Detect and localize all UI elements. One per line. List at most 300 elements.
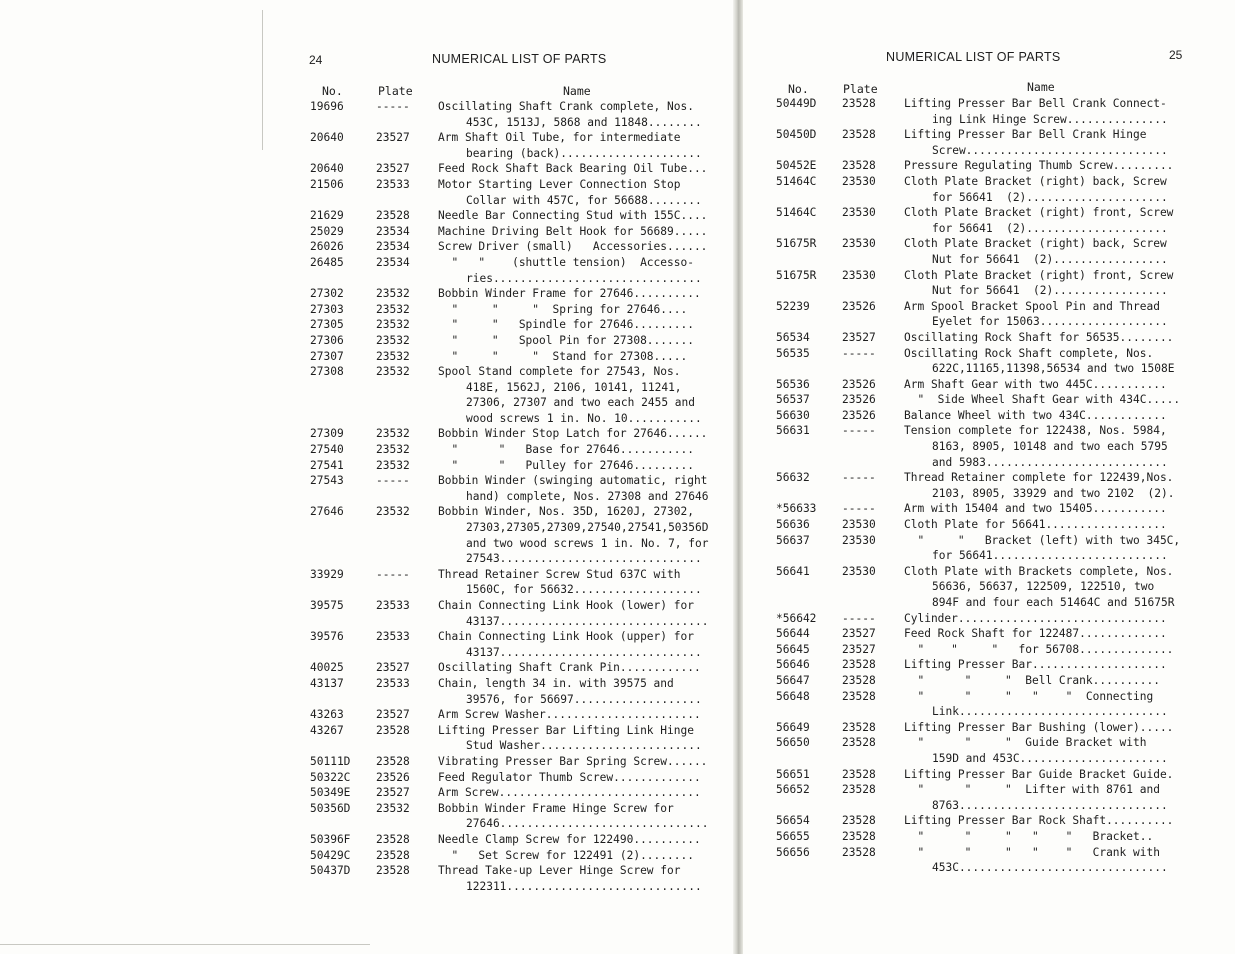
part-name: 56636, 56637, 122509, 122510, two bbox=[932, 580, 1155, 594]
part-row bbox=[310, 255, 748, 271]
part-row bbox=[310, 707, 748, 723]
part-number: 50449D bbox=[776, 97, 817, 110]
plate-number bbox=[842, 486, 904, 502]
plate-number: 23527 bbox=[376, 708, 410, 722]
part-name: Link............................... bbox=[932, 705, 1168, 719]
part-number bbox=[310, 692, 376, 708]
plate-number: 23533 bbox=[376, 177, 410, 191]
page-heading: NUMERICAL LIST OF PARTS bbox=[432, 52, 607, 66]
part-number: 56534 bbox=[776, 330, 810, 344]
plate-number: 23530 bbox=[842, 533, 876, 547]
part-number: 25029 bbox=[310, 224, 344, 238]
plate-number bbox=[376, 489, 438, 505]
part-row-continuation bbox=[310, 645, 748, 661]
part-name: " " Bracket (left) with two 345C, bbox=[904, 533, 1181, 547]
part-name: 8163, 8905, 10148 and two each 5795 bbox=[932, 440, 1168, 454]
part-name: Nut for 56641 (2)................. bbox=[932, 284, 1168, 298]
part-row bbox=[776, 96, 1222, 112]
plate-number bbox=[842, 361, 904, 377]
part-number: 21629 bbox=[310, 209, 344, 223]
part-number: 51675R bbox=[776, 268, 817, 282]
plate-number: 23528 bbox=[842, 720, 876, 734]
part-row bbox=[776, 377, 1222, 393]
plate-number: 23532 bbox=[376, 333, 410, 347]
part-row bbox=[310, 848, 748, 864]
part-number bbox=[776, 548, 842, 564]
part-name: Cloth Plate with Brackets complete, Nos. bbox=[904, 564, 1174, 578]
plate-number bbox=[842, 112, 904, 128]
part-row bbox=[776, 330, 1222, 346]
part-name: 27306, 27307 and two each 2455 and bbox=[466, 396, 696, 410]
part-name: Cloth Plate for 56641.................. bbox=[904, 518, 1167, 532]
part-number: 51675R bbox=[776, 237, 817, 251]
plate-number: 23534 bbox=[376, 224, 410, 238]
part-row-continuation bbox=[776, 283, 1222, 299]
part-number bbox=[776, 190, 842, 206]
part-number bbox=[310, 520, 376, 536]
part-number: 50349E bbox=[310, 786, 351, 800]
part-name: " " Spindle for 27646......... bbox=[438, 318, 694, 332]
part-row bbox=[310, 161, 748, 177]
part-name: " " " for 56708.............. bbox=[904, 642, 1174, 656]
plate-number: 23533 bbox=[376, 599, 410, 612]
part-row-continuation bbox=[776, 751, 1222, 767]
part-name: Arm Shaft Gear with two 445C........... bbox=[904, 377, 1167, 391]
part-number: 56536 bbox=[776, 377, 810, 391]
page-number: 24 bbox=[309, 53, 323, 67]
part-name: Feed Rock Shaft Back Bearing Oil Tube... bbox=[438, 162, 708, 176]
plate-number bbox=[842, 751, 904, 767]
part-row-continuation bbox=[310, 536, 748, 552]
part-name: Cloth Plate Bracket (right) back, Screw bbox=[904, 174, 1167, 188]
plate-number bbox=[842, 704, 904, 720]
part-number bbox=[776, 860, 842, 876]
part-name: Eyelet for 15063................... bbox=[932, 315, 1168, 329]
plate-number: 23527 bbox=[376, 661, 410, 675]
part-name: " " " " " Bracket.. bbox=[904, 829, 1154, 843]
plate-number: ----- bbox=[376, 567, 410, 581]
part-number bbox=[776, 221, 842, 237]
part-row bbox=[776, 533, 1222, 549]
part-number: 56647 bbox=[776, 673, 810, 687]
part-name: Screw Driver (small) Accessories...... bbox=[438, 240, 708, 254]
part-number: 56641 bbox=[776, 564, 810, 578]
part-row bbox=[776, 127, 1222, 143]
part-row-continuation bbox=[310, 115, 748, 131]
part-number: 26485 bbox=[310, 255, 344, 269]
part-row bbox=[310, 660, 748, 676]
part-name: and two wood screws 1 in. No. 7, for bbox=[466, 536, 709, 550]
part-number: 26026 bbox=[310, 240, 344, 254]
plate-number: 23528 bbox=[376, 848, 410, 862]
part-number: 56651 bbox=[776, 767, 810, 781]
part-name: " " Base for 27646........... bbox=[438, 443, 694, 457]
part-row-continuation bbox=[310, 520, 748, 536]
part-name: Collar with 457C, for 56688........ bbox=[466, 193, 702, 207]
part-number: 27303 bbox=[310, 302, 344, 316]
part-row bbox=[310, 302, 748, 318]
part-name: bearing (back)..................... bbox=[466, 146, 702, 160]
part-row-continuation bbox=[310, 271, 748, 287]
column-header-name: Name bbox=[563, 84, 591, 98]
part-row bbox=[310, 801, 748, 817]
plate-number: 23530 bbox=[842, 237, 876, 251]
part-name: Cloth Plate Bracket (right) front, Screw bbox=[904, 206, 1174, 220]
part-number bbox=[310, 816, 376, 832]
plate-number bbox=[842, 143, 904, 159]
plate-number: 23533 bbox=[376, 630, 410, 644]
part-number bbox=[776, 361, 842, 377]
part-number: *56633 bbox=[776, 502, 817, 516]
plate-number: 23528 bbox=[842, 97, 876, 110]
part-row-continuation bbox=[310, 582, 748, 598]
part-name: Machine Driving Belt Hook for 56689..... bbox=[438, 224, 708, 238]
part-number bbox=[776, 112, 842, 128]
part-number: 27646 bbox=[310, 505, 344, 519]
part-name: Nut for 56641 (2)................. bbox=[932, 252, 1168, 266]
part-row-continuation bbox=[776, 252, 1222, 268]
part-name: Needle Clamp Screw for 122490.......... bbox=[438, 832, 701, 846]
part-number: 56630 bbox=[776, 408, 810, 422]
part-number bbox=[310, 395, 376, 411]
part-name: for 56641 (2)..................... bbox=[932, 221, 1168, 235]
part-number: 21506 bbox=[310, 177, 344, 191]
part-name: Oscillating Rock Shaft complete, Nos. bbox=[904, 346, 1154, 360]
part-number bbox=[776, 798, 842, 814]
part-name: Arm Spool Bracket Spool Pin and Thread bbox=[904, 299, 1160, 313]
part-name: for 56641 (2)..................... bbox=[932, 190, 1168, 204]
part-row bbox=[776, 205, 1222, 221]
part-row bbox=[776, 673, 1222, 689]
part-number: *56642 bbox=[776, 611, 817, 625]
part-number: 50396F bbox=[310, 832, 351, 846]
part-row-continuation bbox=[776, 455, 1222, 471]
plate-number bbox=[376, 582, 438, 598]
plate-number bbox=[376, 411, 438, 427]
part-row-continuation bbox=[776, 798, 1222, 814]
part-number bbox=[310, 738, 376, 754]
plate-number: ----- bbox=[842, 502, 876, 516]
part-number: 56632 bbox=[776, 471, 810, 485]
plate-number bbox=[842, 314, 904, 330]
plate-number bbox=[376, 520, 438, 536]
part-row bbox=[776, 501, 1222, 517]
plate-number bbox=[842, 455, 904, 471]
part-row bbox=[776, 845, 1222, 861]
part-number bbox=[310, 411, 376, 427]
part-number: 51464C bbox=[776, 174, 817, 188]
plate-number: 23526 bbox=[842, 393, 876, 407]
part-name: Arm Screw.............................. bbox=[438, 786, 701, 800]
plate-number bbox=[842, 283, 904, 299]
plate-number: 23530 bbox=[842, 518, 876, 532]
part-name: 159D and 453C...................... bbox=[932, 751, 1168, 765]
part-row bbox=[776, 735, 1222, 751]
part-name: " " " Guide Bracket with bbox=[904, 736, 1147, 750]
part-name: " " Spool Pin for 27308....... bbox=[438, 333, 694, 347]
plate-number: 23528 bbox=[842, 736, 876, 750]
part-row bbox=[310, 785, 748, 801]
plate-number bbox=[376, 395, 438, 411]
part-row bbox=[776, 392, 1222, 408]
part-name: Oscillating Shaft Crank Pin............ bbox=[438, 661, 701, 675]
part-number bbox=[776, 283, 842, 299]
part-number: 56631 bbox=[776, 424, 810, 438]
part-number: 50356D bbox=[310, 801, 351, 815]
part-number: 56654 bbox=[776, 814, 810, 828]
plate-number: 23530 bbox=[842, 564, 876, 578]
part-row bbox=[776, 174, 1222, 190]
part-row-continuation bbox=[776, 361, 1222, 377]
part-row bbox=[310, 504, 748, 520]
plate-number: 23528 bbox=[842, 159, 876, 173]
part-number bbox=[310, 582, 376, 598]
part-name: Cloth Plate Bracket (right) front, Screw bbox=[904, 268, 1174, 282]
part-name: Needle Bar Connecting Stud with 155C.... bbox=[438, 209, 708, 223]
plate-number: 23526 bbox=[842, 408, 876, 422]
plate-number: 23528 bbox=[376, 209, 410, 223]
part-number bbox=[310, 614, 376, 630]
part-row bbox=[310, 754, 748, 770]
plate-number bbox=[842, 798, 904, 814]
part-number: 39575 bbox=[310, 599, 344, 612]
part-row bbox=[776, 611, 1222, 627]
part-name: 122311............................. bbox=[466, 879, 702, 893]
part-number: 50322C bbox=[310, 770, 351, 784]
part-number bbox=[776, 439, 842, 455]
plate-number bbox=[376, 146, 438, 162]
part-row bbox=[310, 770, 748, 786]
part-name: Spool Stand complete for 27543, Nos. bbox=[438, 365, 681, 379]
part-number: 50429C bbox=[310, 848, 351, 862]
part-number bbox=[776, 751, 842, 767]
parts-list bbox=[310, 99, 748, 894]
part-name: 2103, 8905, 33929 and two 2102 (2). bbox=[932, 486, 1175, 500]
part-number: 56649 bbox=[776, 720, 810, 734]
part-row bbox=[310, 676, 748, 692]
part-name: Chain Connecting Link Hook (upper) for bbox=[438, 630, 694, 644]
plate-number bbox=[376, 879, 438, 895]
plate-number bbox=[842, 252, 904, 268]
part-name: " " " " " Connecting bbox=[904, 689, 1154, 703]
part-name: 39576, for 56697................... bbox=[466, 692, 702, 706]
plate-number: 23527 bbox=[376, 131, 410, 145]
part-name: 43137............................... bbox=[466, 614, 709, 628]
part-name: hand) complete, Nos. 27308 and 27646 bbox=[466, 489, 709, 503]
part-number: 27306 bbox=[310, 333, 344, 347]
part-number bbox=[776, 486, 842, 502]
part-number: 56646 bbox=[776, 658, 810, 672]
part-number bbox=[776, 595, 842, 611]
part-number: 56650 bbox=[776, 736, 810, 750]
part-number bbox=[776, 704, 842, 720]
part-name: " " Pulley for 27646......... bbox=[438, 458, 694, 472]
part-name: 27646............................... bbox=[466, 817, 709, 831]
part-number: 19696 bbox=[310, 100, 344, 113]
part-number bbox=[310, 536, 376, 552]
plate-number bbox=[842, 595, 904, 611]
part-name: Balance Wheel with two 434C............ bbox=[904, 408, 1167, 422]
plate-number: 23527 bbox=[842, 627, 876, 641]
page-heading: NUMERICAL LIST OF PARTS bbox=[886, 50, 1061, 64]
part-number bbox=[310, 551, 376, 567]
part-number bbox=[776, 252, 842, 268]
part-row bbox=[776, 767, 1222, 783]
plate-number bbox=[842, 579, 904, 595]
part-name: Bobbin Winder Frame for 27646.......... bbox=[438, 287, 701, 301]
part-row bbox=[310, 364, 748, 380]
plate-number bbox=[376, 115, 438, 131]
plate-number: 23526 bbox=[842, 377, 876, 391]
plate-number bbox=[376, 271, 438, 287]
plate-number: 23528 bbox=[376, 864, 410, 878]
part-row bbox=[310, 239, 748, 255]
plate-number: ----- bbox=[842, 611, 876, 625]
plate-number: 23532 bbox=[376, 443, 410, 457]
plate-number: 23530 bbox=[842, 206, 876, 220]
part-name: 453C, 1513J, 5868 and 11848........ bbox=[466, 115, 702, 129]
part-number: 39576 bbox=[310, 630, 344, 644]
part-name: Lifting Presser Bar Rock Shaft.......... bbox=[904, 814, 1174, 828]
part-number: 56637 bbox=[776, 533, 810, 547]
part-number bbox=[310, 193, 376, 209]
part-row bbox=[310, 426, 748, 442]
part-row-continuation bbox=[310, 380, 748, 396]
plate-number: ----- bbox=[842, 471, 876, 485]
part-name: " " " Lifter with 8761 and bbox=[904, 783, 1160, 797]
part-name: and 5983........................... bbox=[932, 455, 1168, 469]
column-header-name: Name bbox=[1027, 80, 1055, 94]
part-number: 56645 bbox=[776, 642, 810, 656]
plate-number: 23532 bbox=[376, 801, 410, 815]
part-row bbox=[310, 286, 748, 302]
part-row-continuation bbox=[776, 860, 1222, 876]
plate-number bbox=[842, 548, 904, 564]
part-row bbox=[776, 423, 1222, 439]
part-row bbox=[776, 657, 1222, 673]
part-row bbox=[310, 130, 748, 146]
part-name: Thread Retainer complete for 122439,Nos. bbox=[904, 471, 1174, 485]
plate-number: ----- bbox=[376, 474, 410, 488]
part-name: " " " Stand for 27308..... bbox=[438, 349, 688, 363]
part-row bbox=[310, 567, 748, 583]
plate-number: 23528 bbox=[842, 658, 876, 672]
part-name: Bobbin Winder Stop Latch for 27646...... bbox=[438, 427, 708, 441]
part-row-continuation bbox=[776, 579, 1222, 595]
part-row bbox=[310, 317, 748, 333]
part-name: Oscillating Rock Shaft for 56535........ bbox=[904, 330, 1174, 344]
part-row bbox=[310, 349, 748, 365]
part-number: 33929 bbox=[310, 567, 344, 581]
part-row-continuation bbox=[310, 816, 748, 832]
part-row bbox=[776, 299, 1222, 315]
plate-number: 23530 bbox=[842, 174, 876, 188]
plate-number: 23532 bbox=[376, 349, 410, 363]
plate-number: ----- bbox=[842, 424, 876, 438]
plate-number: 23532 bbox=[376, 365, 410, 379]
part-number bbox=[310, 271, 376, 287]
part-row-continuation bbox=[776, 221, 1222, 237]
part-number: 27308 bbox=[310, 365, 344, 379]
part-number bbox=[310, 879, 376, 895]
part-number: 27305 bbox=[310, 318, 344, 332]
part-number: 27309 bbox=[310, 427, 344, 441]
part-row-continuation bbox=[310, 489, 748, 505]
part-name: Chain Connecting Link Hook (lower) for bbox=[438, 599, 694, 612]
part-row-continuation bbox=[776, 314, 1222, 330]
part-row-continuation bbox=[776, 704, 1222, 720]
part-number: 50450D bbox=[776, 128, 817, 142]
part-number bbox=[310, 115, 376, 131]
part-row bbox=[776, 158, 1222, 174]
part-row-continuation bbox=[776, 486, 1222, 502]
part-name: 418E, 1562J, 2106, 10141, 11241, bbox=[466, 380, 682, 394]
part-number: 56535 bbox=[776, 346, 810, 360]
part-name: Bobbin Winder Frame Hinge Screw for bbox=[438, 801, 674, 815]
plate-number: 23528 bbox=[842, 829, 876, 843]
part-name: Thread Retainer Screw Stud 637C with bbox=[438, 567, 681, 581]
part-number bbox=[776, 579, 842, 595]
part-name: Lifting Presser Bar.................... bbox=[904, 658, 1167, 672]
plate-number bbox=[376, 816, 438, 832]
plate-number: 23528 bbox=[842, 673, 876, 687]
part-name: 453C............................... bbox=[932, 861, 1168, 875]
part-row-continuation bbox=[310, 614, 748, 630]
part-name: wood screws 1 in. No. 10........... bbox=[466, 411, 702, 425]
part-name: Tension complete for 122438, Nos. 5984, bbox=[904, 424, 1167, 438]
part-row bbox=[776, 236, 1222, 252]
part-row-continuation bbox=[310, 738, 748, 754]
part-name: Lifting Presser Bar Bell Crank Hinge bbox=[904, 128, 1147, 142]
plate-number: ----- bbox=[842, 346, 876, 360]
part-name: Arm Screw Washer....................... bbox=[438, 708, 701, 722]
part-name: 8763............................... bbox=[932, 798, 1168, 812]
plate-number: 23526 bbox=[376, 770, 410, 784]
part-name: 27543.............................. bbox=[466, 552, 702, 566]
plate-number: 23532 bbox=[376, 302, 410, 316]
part-number: 56644 bbox=[776, 627, 810, 641]
column-header-plate: Plate bbox=[378, 84, 413, 98]
part-name: Stud Washer........................ bbox=[466, 739, 702, 753]
part-row bbox=[776, 517, 1222, 533]
plate-number: 23532 bbox=[376, 287, 410, 301]
part-name: Chain, length 34 in. with 39575 and bbox=[438, 676, 674, 690]
plate-number: 23528 bbox=[376, 832, 410, 846]
plate-number: 23532 bbox=[376, 427, 410, 441]
part-row-continuation bbox=[776, 190, 1222, 206]
part-name: Cloth Plate Bracket (right) back, Screw bbox=[904, 237, 1167, 251]
part-name: Arm with 15404 and two 15405........... bbox=[904, 502, 1167, 516]
part-row bbox=[776, 782, 1222, 798]
part-number bbox=[310, 489, 376, 505]
part-row bbox=[310, 208, 748, 224]
part-row-continuation bbox=[310, 395, 748, 411]
part-number: 27541 bbox=[310, 458, 344, 472]
plate-number: 23532 bbox=[376, 458, 410, 472]
parts-list bbox=[776, 96, 1222, 876]
part-row bbox=[776, 720, 1222, 736]
part-name: 1560C, for 56632................... bbox=[466, 583, 702, 597]
part-row bbox=[776, 346, 1222, 362]
plate-number: 23528 bbox=[842, 783, 876, 797]
part-number bbox=[310, 645, 376, 661]
column-header-no: No. bbox=[322, 84, 343, 98]
part-name: Screw.............................. bbox=[932, 143, 1168, 157]
part-row-continuation bbox=[776, 595, 1222, 611]
plate-number bbox=[376, 551, 438, 567]
part-row bbox=[776, 408, 1222, 424]
part-name: Oscillating Shaft Crank complete, Nos. bbox=[438, 100, 694, 113]
